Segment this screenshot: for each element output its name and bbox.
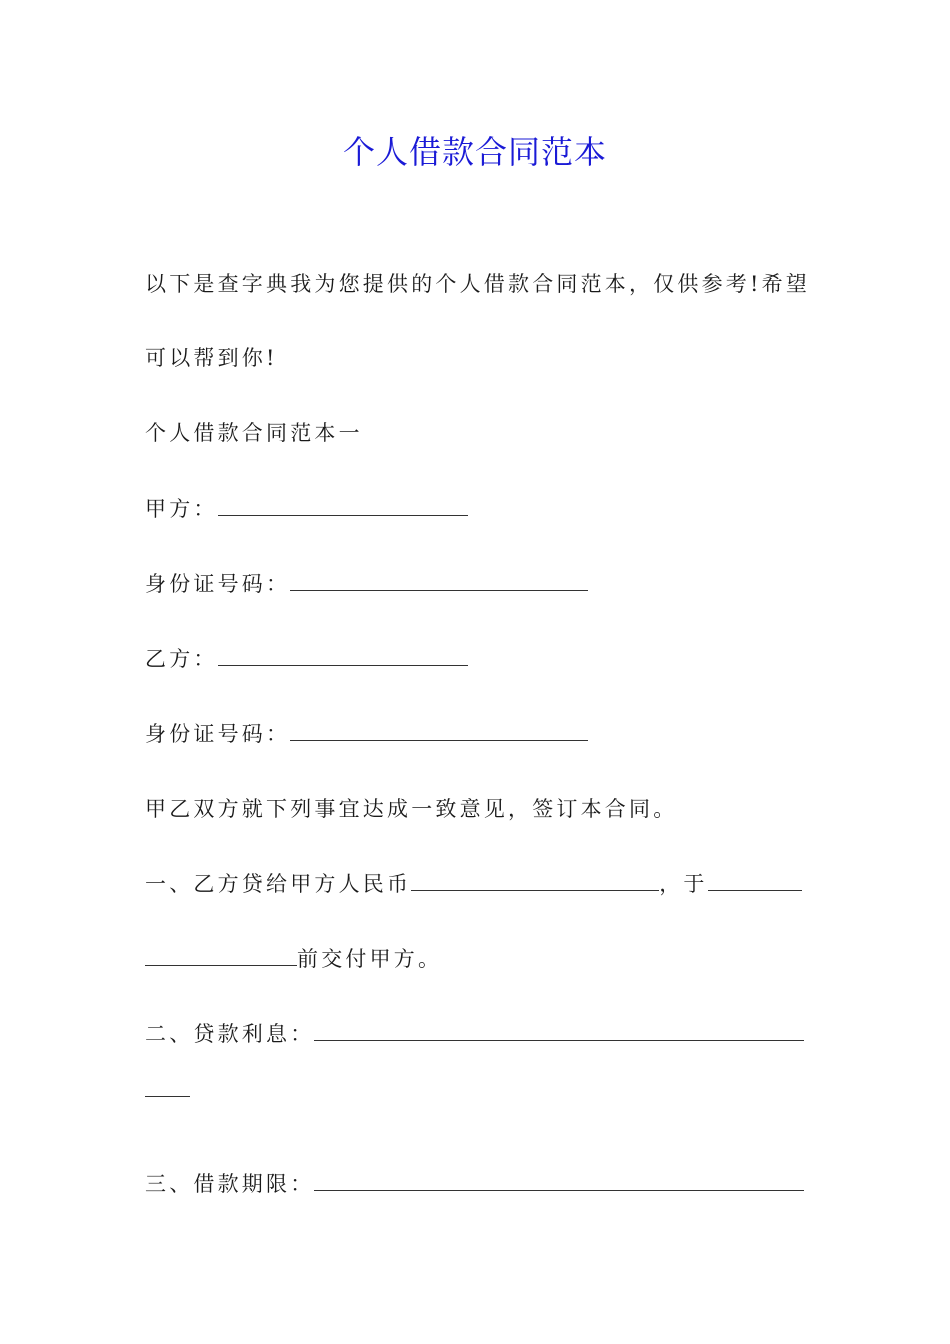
clause-2-label: 二、贷款利息： [145,1022,315,1046]
intro-line-1: 以下是查字典我为您提供的个人借款合同范本，仅供参考!希望 [145,272,811,296]
clause-2-row [145,1019,804,1049]
clause-3-blank [314,1170,804,1191]
id-a-row [145,569,588,599]
document-title: 个人借款合同范本 [342,133,607,171]
clause-1-row [145,869,802,899]
agreement-statement: 甲乙双方就下列事宜达成一致意见，签订本合同。 [145,797,678,821]
id-b-row [145,719,588,749]
party-b-blank [218,645,468,666]
party-b-label: 乙方： [145,647,218,671]
party-a-row [145,494,468,524]
id-b-label: 身份证号码： [145,722,291,746]
clause-3-label: 三、借款期限： [145,1172,315,1196]
id-a-label: 身份证号码： [145,572,291,596]
clause-1-cont-row [145,944,442,974]
party-b-row [145,644,468,674]
id-b-blank [290,720,588,741]
clause-3-row [145,1169,804,1199]
clause-2-blank-cont [145,1096,190,1097]
id-a-blank [290,570,588,591]
clause-1-mid: ，于 [659,872,708,896]
section-heading: 个人借款合同范本一 [145,421,363,445]
clause-1-suffix: 前交付甲方。 [297,947,443,971]
clause-2-blank [314,1020,804,1041]
clause-1-prefix: 一、乙方贷给甲方人民币 [145,872,412,896]
party-a-label: 甲方： [145,497,218,521]
party-a-blank [218,495,468,516]
clause-1-date-blank-cont [145,945,297,966]
clause-1-date-blank [708,870,802,891]
clause-1-amount-blank [411,870,659,891]
intro-line-2: 可以帮到你! [145,346,278,370]
